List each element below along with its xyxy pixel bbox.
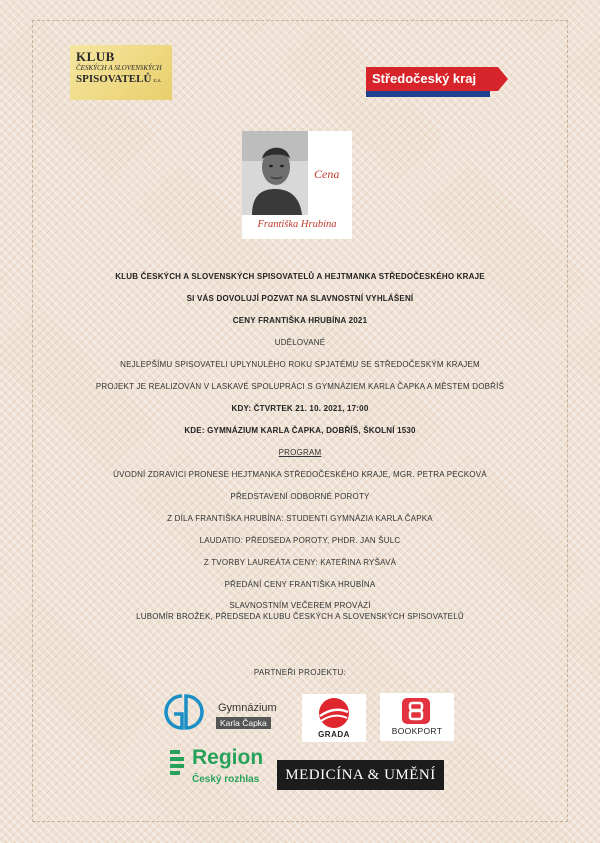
gk-monogram-icon	[160, 690, 210, 734]
invitation-line-5: NEJLEPŠÍMU SPISOVATELI UPLYNULÉHO ROKU SPJATÉMU SE STŘEDOČESKÝM KRAJEM	[120, 360, 480, 369]
program-closing	[40, 596, 560, 626]
invitation-line-2: SI VÁS DOVOLUJÍ POZVAT NA SLAVNOSTNÍ VYHLÁŠENÍ	[186, 294, 414, 303]
ks-logo-line1: KLUB	[76, 49, 115, 64]
invitation-text	[40, 266, 560, 626]
program-item: PŘEDSTAVENÍ ODBORNÉ POROTY	[230, 492, 370, 501]
gymnazium-line2: Karla Čapka	[216, 717, 271, 729]
program-item: LAUDATIO: PŘEDSEDA POROTY, PHDR. JAN ŠULC	[199, 536, 401, 545]
invitation-line-3: CENY FRANTIŠKA HRUBÍNA 2021	[232, 316, 368, 325]
ks-logo-suffix: z.s.	[153, 78, 162, 84]
bookport-icon	[402, 698, 430, 724]
gymnazium-karla-capka-logo	[160, 690, 284, 734]
award-name: Františka Hrubína	[257, 219, 337, 230]
ks-logo-line3: SPISOVATELŮ z.s.	[76, 73, 162, 85]
invitation-line-6: PROJEKT JE REALIZOVÁN V LASKAVÉ SPOLUPRÁCI S GYMNÁZIEM KARLA ČAPKA A MĚSTEM DOBŘÍŠ	[95, 382, 505, 391]
program-item: Z TVORBY LAUREÁTA CENY: KATEŘINA RYŠAVÁ	[203, 558, 397, 567]
award-logo	[242, 131, 352, 239]
grada-ball-icon	[302, 694, 366, 730]
klub-spisovatelu-logo	[70, 45, 172, 100]
gymnazium-line1: Gymnázium	[218, 702, 277, 714]
region-bars-icon	[170, 750, 188, 776]
portrait-photo	[242, 131, 308, 215]
invitation-line-4: UDĚLOVANÉ	[274, 338, 326, 347]
program-item: Z DÍLA FRANTIŠKA HRUBÍNA: STUDENTI GYMNÁZIA KARLA ČAPKA	[167, 514, 433, 523]
stredocesky-kraj-logo	[366, 67, 508, 101]
partners-label: PARTNEŘI PROJEKTU:	[253, 668, 347, 677]
program-closing-line-2: LUBOMÍR BROŽEK, PŘEDSEDA KLUBU ČESKÝCH A SLOVENSKÝCH SPISOVATELŮ	[136, 612, 464, 621]
grada-text: GRADA	[318, 730, 350, 739]
event-when: KDY: ČTVRTEK 21. 10. 2021, 17:00	[231, 404, 369, 413]
region-logo-stripe	[366, 91, 490, 97]
bookport-text: BOOKPORT	[391, 726, 443, 736]
region-line1: Region	[192, 746, 264, 769]
ks-logo-line2: ČESKÝCH A SLOVENSKÝCH	[76, 64, 162, 72]
region-logo-text: Středočeský kraj	[366, 67, 498, 91]
region-logo-tip	[498, 67, 508, 91]
region-cesky-rozhlas-logo	[170, 746, 270, 790]
program-item: PŘEDÁNÍ CENY FRANTIŠKA HRUBÍNA	[224, 580, 376, 589]
program-item: ÚVODNÍ ZDRAVICI PRONESE HEJTMANKA STŘEDOČESKÉHO KRAJE, MGR. PETRA PECKOVÁ	[113, 470, 487, 479]
grada-logo	[302, 694, 366, 742]
program-heading: PROGRAM	[278, 448, 322, 457]
event-where: KDE: GYMNÁZIUM KARLA ČAPKA, DOBŘÍŠ, ŠKOLNÍ 1530	[184, 426, 416, 435]
invitation-line-1: KLUB ČESKÝCH A SLOVENSKÝCH SPISOVATELŮ A HEJTMANKA STŘEDOČESKÉHO KRAJE	[115, 272, 485, 281]
program-closing-line-1: SLAVNOSTNÍM VEČEREM PROVÁZÍ	[229, 601, 371, 610]
region-line2: Český rozhlas	[192, 774, 260, 785]
bookport-logo	[380, 693, 454, 741]
medicina-a-umeni-logo: MEDICÍNA & UMĚNÍ	[277, 760, 444, 790]
award-title: Cena	[314, 167, 340, 181]
